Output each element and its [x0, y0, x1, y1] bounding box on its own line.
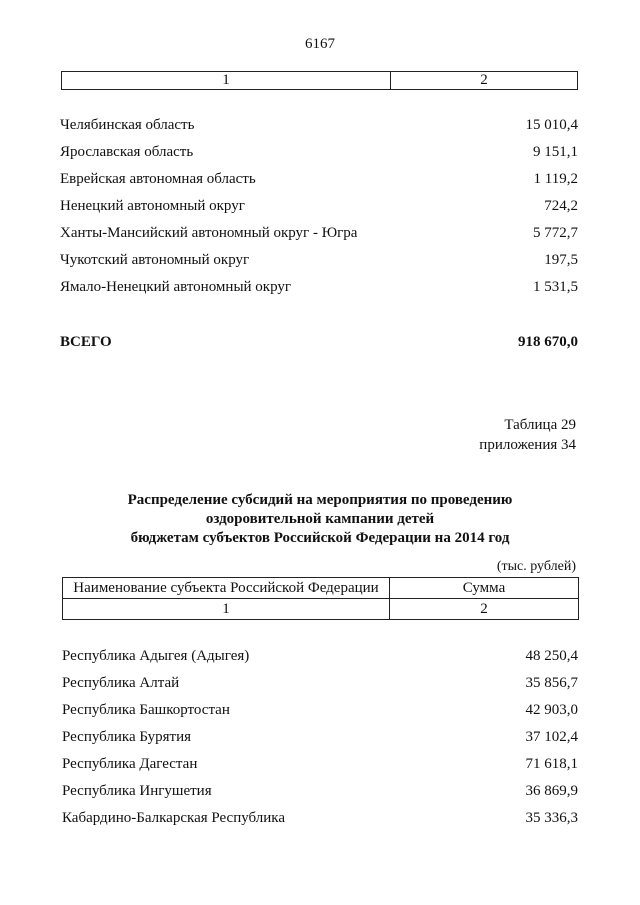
region-value: 35 856,7	[525, 675, 578, 691]
list-item	[60, 250, 578, 270]
column-number-header	[61, 71, 578, 90]
column-header-name: Наименование субъекта Российской Федерации	[63, 578, 390, 599]
region-name: Ярославская область	[60, 144, 194, 160]
total-label: ВСЕГО	[60, 334, 112, 350]
title-line-2: оздоровительной кампании детей	[205, 511, 435, 527]
list-item	[62, 700, 578, 720]
total-value: 918 670,0	[518, 334, 578, 350]
column-number-1: 1	[62, 72, 391, 90]
region-name: Чукотский автономный округ	[60, 252, 250, 268]
column-number-2: 2	[390, 599, 579, 620]
region-value: 1 531,5	[533, 279, 578, 295]
region-name: Челябинская область	[60, 117, 195, 133]
list-item	[60, 223, 578, 243]
table-header	[62, 577, 579, 620]
list-item	[60, 169, 578, 189]
total-row	[60, 332, 578, 352]
region-value: 36 869,9	[525, 783, 578, 799]
list-item	[62, 727, 578, 747]
region-name: Республика Адыгея (Адыгея)	[62, 648, 250, 664]
appendix-number: приложения 34	[479, 437, 576, 453]
section-title	[0, 491, 640, 548]
region-value: 9 151,1	[533, 144, 578, 160]
title-line-1: Распределение субсидий на мероприятия по проведению	[127, 492, 513, 508]
page-number: 6167	[305, 36, 335, 52]
region-value: 37 102,4	[525, 729, 578, 745]
column-number-2: 2	[391, 72, 578, 90]
table-number: Таблица 29	[504, 417, 576, 433]
region-name: Ханты-Мансийский автономный округ - Югра	[60, 225, 358, 241]
region-name: Республика Дагестан	[62, 756, 198, 772]
region-value: 5 772,7	[533, 225, 578, 241]
region-name: Ненецкий автономный округ	[60, 198, 245, 214]
region-value: 15 010,4	[525, 117, 578, 133]
region-name: Республика Башкортостан	[62, 702, 230, 718]
list-item	[62, 646, 578, 666]
list-item	[60, 115, 578, 135]
list-item	[62, 754, 578, 774]
region-value: 35 336,3	[525, 810, 578, 826]
region-name: Республика Бурятия	[62, 729, 192, 745]
list-item	[60, 142, 578, 162]
list-item	[62, 808, 578, 828]
region-name: Республика Алтай	[62, 675, 180, 691]
region-name: Еврейская автономная область	[60, 171, 256, 187]
region-value: 197,5	[544, 252, 578, 268]
list-item	[60, 277, 578, 297]
region-name: Кабардино-Балкарская Республика	[62, 810, 286, 826]
region-name: Республика Ингушетия	[62, 783, 212, 799]
column-number-1: 1	[63, 599, 390, 620]
column-header-sum: Сумма	[390, 578, 579, 599]
region-value: 1 119,2	[533, 171, 578, 187]
region-value: 724,2	[544, 198, 578, 214]
list-item	[60, 196, 578, 216]
list-item	[62, 781, 578, 801]
list-item	[62, 673, 578, 693]
region-name: Ямало-Ненецкий автономный округ	[60, 279, 292, 295]
units-note: (тыс. рублей)	[496, 559, 576, 574]
region-value: 71 618,1	[525, 756, 578, 772]
region-value: 48 250,4	[525, 648, 578, 664]
region-value: 42 903,0	[525, 702, 578, 718]
title-line-3: бюджетам субъектов Российской Федерации на 2014 год	[130, 530, 510, 546]
